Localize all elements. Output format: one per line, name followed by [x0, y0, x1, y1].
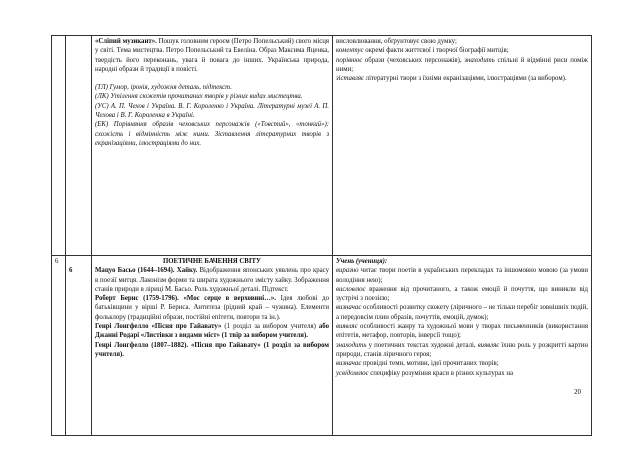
text-run: виразно — [336, 267, 359, 275]
text-run: знаходить — [464, 56, 495, 64]
paragraph — [95, 120, 329, 148]
text-run: провідні теми, мотиви, ідеї прочитаних творів; — [361, 360, 499, 368]
paragraph — [95, 322, 329, 341]
paragraph — [336, 56, 588, 75]
paragraph — [95, 266, 329, 294]
text-run: (ТЛ) Гумор, іронія, художня деталь, підтекст. — [95, 84, 232, 92]
text-run: Генрі Лонгфелло (1807–1882). «Пісня про Гайавату» — [95, 341, 261, 349]
paragraph-gap — [95, 74, 329, 83]
text-run: Ідея любові до батьківщини у вірші Р. Бернса. Антитеза (рідний край – чужина). Елементи фольклору (традиційні образи, постійні епітети, повтори та ін.). — [95, 295, 330, 321]
text-run: (1 розділ за вибором учителя) — [221, 323, 319, 331]
row2-col2-cell — [66, 256, 92, 436]
table-row — [52, 36, 592, 256]
row1-content-text — [95, 37, 329, 148]
text-run: зіставляє — [336, 75, 364, 83]
text-run: окремі факти життєвої і творчої біографії митців; — [363, 47, 509, 55]
text-run: або Джанні Родарі «Листівки з видами міст» (1 твір за вибором учителя). — [95, 323, 329, 340]
paragraph — [336, 359, 588, 368]
paragraph — [336, 322, 588, 341]
table-row — [52, 256, 592, 436]
text-run: Учень (учениця): — [336, 258, 388, 265]
paragraph — [336, 303, 588, 322]
row1-content-cell — [92, 36, 333, 256]
paragraph — [336, 74, 588, 83]
row2-content-text — [95, 266, 329, 359]
text-run: усвідомлює — [336, 369, 369, 377]
text-run: (ЛК) Утілення сюжетів прочитаних творів у різних видах мистецтва. — [95, 93, 303, 101]
curriculum-table — [51, 35, 592, 436]
paragraph — [95, 102, 329, 121]
text-run: коментує — [336, 47, 364, 55]
text-run: висловлювання, обґрунтовує свою думку; — [336, 38, 457, 45]
text-run: визначає — [336, 360, 362, 368]
text-run: виявляє — [477, 341, 500, 349]
text-run: (УС) А. П. Чехов і Україна. В. Г. Короленко і Україна. Літературні музеї А. П. Чехова і В. Г. Короленка в Україні. — [95, 102, 329, 120]
text-run: у поетичних текстах художні деталі, — [366, 341, 478, 349]
section-heading: ПОЕТИЧНЕ БАЧЕННЯ СВІТУ — [162, 258, 262, 265]
text-run: Відображення японських уявлень про красу в поезії митця. Лаконізм форми та ширата художнього змісту хайку. Зображення станів природи в ліриці М. Басьо. Роль художньої деталі. Підтекст. — [95, 267, 329, 293]
text-run: визначає — [336, 304, 362, 312]
text-run: читає твори поетів в українських перекладах та іншомовно мовою (за умови володіння нею); — [336, 267, 588, 284]
paragraph — [95, 294, 329, 322]
text-run: висловлює — [336, 285, 366, 293]
paragraph — [95, 92, 329, 101]
text-run: (1 розділ за вибором учителя). — [95, 341, 329, 358]
text-run: порівнює — [336, 56, 363, 64]
row1-col2-cell — [66, 36, 92, 256]
row1-col1-cell — [52, 36, 66, 256]
section-number: 6 — [55, 258, 59, 265]
text-run: «Сліпий музикант». — [95, 38, 157, 45]
text-run: (ЕК) Порівняння образів чеховських персонажів («Товстий», «тонкий»): схожість і відмінність між ними. Зіставлення літературних творів з екранізаціями, ілюстраціями до них. — [95, 121, 329, 147]
paragraph — [336, 257, 588, 266]
text-run: спільні й відмінні риси поміж ними; — [336, 56, 588, 73]
text-run: особливості розвитку сюжету (ліричного – не тільки перебіг зовнішніх подій, а передовсім плин образів, почуттів, емоцій, думок); — [336, 304, 588, 321]
text-run: специфіку розуміння краси в різних культурах на — [368, 369, 514, 377]
text-run: їхню роль у розкритті картин природи, станів ліричного героя; — [336, 341, 588, 358]
text-run: Мацуо Басьо (1644–1694). Хайку. — [95, 267, 198, 275]
page-number: 20 — [574, 388, 581, 396]
paragraph — [95, 341, 329, 360]
row2-col1-cell — [52, 256, 66, 436]
paragraph — [95, 37, 329, 74]
text-run: Пошук головним героєм (Петро Попельський) свого місця у світі. Тема мистецтва. Петро Попельський та Евеліна. Образ Максима Яценка, твердість його переконань, увага й повага до інших. Українська природа, народні образи й традиції в повісті. — [95, 38, 329, 73]
text-run: особливості жанру та художньої мови у творах письменників (використання епітетів, метафор, повторів, інверсії тощо); — [336, 323, 588, 340]
row1-outcomes-cell — [333, 36, 592, 256]
paragraph — [336, 285, 588, 304]
paragraph — [336, 37, 588, 46]
paragraph — [336, 266, 588, 285]
text-run: виявляє — [336, 323, 358, 331]
text-run: Роберт Бернс (1759-1796). «Моє серце в верховині…». — [95, 295, 277, 303]
text-run: літературні твори з їхніми екранізаціями, ілюстраціями (за вибором). — [363, 75, 567, 83]
text-run: образи (чеховських персонажів), — [362, 56, 465, 64]
paragraph — [336, 46, 588, 55]
text-run: враження від прочитаного, а також емоції й почуття, що виникли від зустрічі з поезією; — [336, 285, 588, 303]
text-run: Генрі Лонгфелло «Пісня про Гайавату» — [95, 323, 222, 331]
row2-outcomes-cell — [333, 256, 592, 436]
hours-number: 6 — [69, 267, 73, 274]
paragraph — [336, 369, 588, 378]
row1-outcomes-text — [336, 37, 588, 83]
paragraph — [336, 341, 588, 360]
row2-outcomes-text — [336, 257, 588, 378]
row2-content-cell — [92, 256, 333, 436]
paragraph — [95, 83, 329, 92]
text-run: знаходить — [336, 341, 367, 349]
